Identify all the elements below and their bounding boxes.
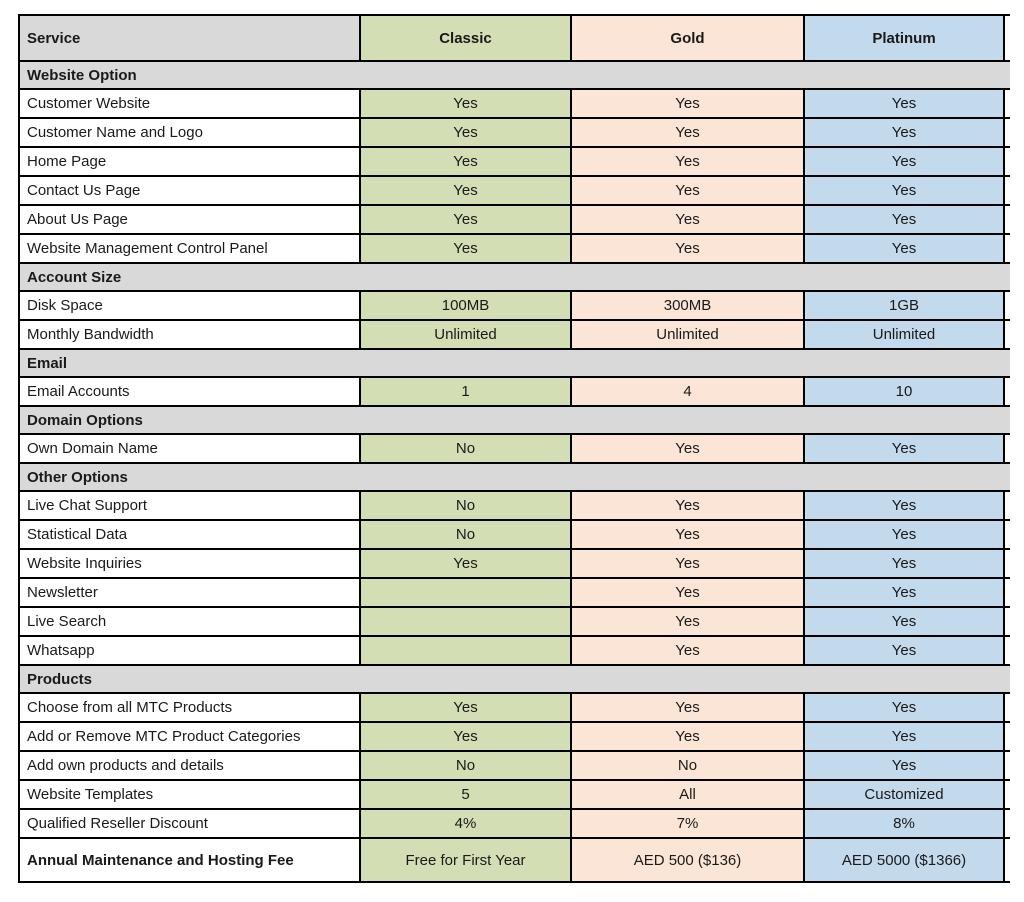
section-row	[18, 464, 1010, 492]
table-row	[18, 579, 1010, 608]
table-row	[18, 781, 1010, 810]
gold-value-cell: AED 500 ($136)	[570, 839, 803, 881]
classic-value-cell: 1	[359, 378, 570, 405]
gold-value-cell: Yes	[570, 235, 803, 262]
classic-value-cell: Yes	[359, 119, 570, 146]
classic-value-cell: Yes	[359, 177, 570, 204]
section-row	[18, 407, 1010, 435]
service-cell: Add own products and details	[20, 752, 359, 779]
platinum-value-cell: Yes	[803, 608, 1005, 635]
classic-value-cell: 100MB	[359, 292, 570, 319]
service-cell: Email Accounts	[20, 378, 359, 405]
table-row	[18, 839, 1010, 883]
gold-value-cell: No	[570, 752, 803, 779]
platinum-value-cell: Unlimited	[803, 321, 1005, 348]
platinum-value-cell: Yes	[803, 694, 1005, 721]
platinum-value-cell: Yes	[803, 119, 1005, 146]
platinum-value-cell: Customized	[803, 781, 1005, 808]
classic-value-cell: 5	[359, 781, 570, 808]
service-cell: Monthly Bandwidth	[20, 321, 359, 348]
platinum-value-cell: Yes	[803, 723, 1005, 750]
classic-value-cell: Unlimited	[359, 321, 570, 348]
gold-value-cell: Yes	[570, 90, 803, 117]
table-row	[18, 492, 1010, 521]
table-row	[18, 321, 1010, 350]
classic-value-cell: Yes	[359, 206, 570, 233]
service-cell: Newsletter	[20, 579, 359, 606]
classic-value-cell: Yes	[359, 694, 570, 721]
table-row	[18, 521, 1010, 550]
table-row	[18, 723, 1010, 752]
section-header-label: Website Option	[27, 66, 137, 84]
table-row	[18, 810, 1010, 839]
platinum-value-cell: Yes	[803, 550, 1005, 577]
table-header-row	[18, 14, 1010, 62]
table-row	[18, 148, 1010, 177]
gold-value-cell: Yes	[570, 206, 803, 233]
gold-value-cell: Yes	[570, 119, 803, 146]
platinum-value-cell: Yes	[803, 206, 1005, 233]
platinum-value-cell: Yes	[803, 90, 1005, 117]
section-row	[18, 264, 1010, 292]
gold-value-cell: 4	[570, 378, 803, 405]
classic-value-cell	[359, 637, 570, 664]
table-row	[18, 292, 1010, 321]
service-cell: Website Inquiries	[20, 550, 359, 577]
platinum-value-cell: Yes	[803, 492, 1005, 519]
classic-value-cell: Yes	[359, 550, 570, 577]
service-cell: Statistical Data	[20, 521, 359, 548]
classic-value-cell: No	[359, 752, 570, 779]
platinum-value-cell: AED 5000 ($1366)	[803, 839, 1005, 881]
classic-value-cell: No	[359, 521, 570, 548]
classic-value-cell: Yes	[359, 90, 570, 117]
gold-value-cell: All	[570, 781, 803, 808]
table-row	[18, 435, 1010, 464]
gold-value-cell: Yes	[570, 579, 803, 606]
section-header-label: Account Size	[27, 268, 122, 286]
platinum-value-cell: Yes	[803, 177, 1005, 204]
service-cell: Qualified Reseller Discount	[20, 810, 359, 837]
pricing-comparison-table	[18, 14, 1010, 883]
gold-value-cell: Yes	[570, 608, 803, 635]
column-header-gold: Gold	[570, 16, 803, 60]
table-row	[18, 694, 1010, 723]
service-cell: Contact Us Page	[20, 177, 359, 204]
section-header-label: Domain Options	[27, 411, 143, 429]
service-cell: Add or Remove MTC Product Categories	[20, 723, 359, 750]
service-cell: Customer Name and Logo	[20, 119, 359, 146]
section-row	[18, 62, 1010, 90]
classic-value-cell: Yes	[359, 723, 570, 750]
platinum-value-cell: 10	[803, 378, 1005, 405]
service-cell: Live Chat Support	[20, 492, 359, 519]
classic-value-cell	[359, 608, 570, 635]
platinum-value-cell: 8%	[803, 810, 1005, 837]
column-header-platinum: Platinum	[803, 16, 1005, 60]
service-cell: About Us Page	[20, 206, 359, 233]
table-row	[18, 752, 1010, 781]
gold-value-cell: 7%	[570, 810, 803, 837]
section-header-label: Email	[27, 354, 68, 372]
platinum-value-cell: 1GB	[803, 292, 1005, 319]
table-row	[18, 235, 1010, 264]
classic-value-cell: No	[359, 492, 570, 519]
platinum-value-cell: Yes	[803, 752, 1005, 779]
gold-value-cell: Yes	[570, 694, 803, 721]
gold-value-cell: 300MB	[570, 292, 803, 319]
classic-value-cell: Yes	[359, 235, 570, 262]
service-cell: Choose from all MTC Products	[20, 694, 359, 721]
gold-value-cell: Yes	[570, 637, 803, 664]
table-row	[18, 550, 1010, 579]
platinum-value-cell: Yes	[803, 148, 1005, 175]
service-cell: Customer Website	[20, 90, 359, 117]
service-cell: Annual Maintenance and Hosting Fee	[20, 839, 359, 881]
platinum-value-cell: Yes	[803, 521, 1005, 548]
classic-value-cell: No	[359, 435, 570, 462]
table-row	[18, 206, 1010, 235]
section-header-label: Other Options	[27, 468, 128, 486]
table-row	[18, 90, 1010, 119]
gold-value-cell: Yes	[570, 550, 803, 577]
gold-value-cell: Yes	[570, 723, 803, 750]
section-row	[18, 350, 1010, 378]
table-row	[18, 177, 1010, 206]
service-cell: Live Search	[20, 608, 359, 635]
classic-value-cell	[359, 579, 570, 606]
gold-value-cell: Yes	[570, 492, 803, 519]
section-row	[18, 666, 1010, 694]
platinum-value-cell: Yes	[803, 637, 1005, 664]
table-row	[18, 637, 1010, 666]
table-row	[18, 608, 1010, 637]
platinum-value-cell: Yes	[803, 235, 1005, 262]
column-header-service: Service	[20, 16, 359, 60]
classic-value-cell: Free for First Year	[359, 839, 570, 881]
gold-value-cell: Yes	[570, 435, 803, 462]
service-cell: Own Domain Name	[20, 435, 359, 462]
classic-value-cell: Yes	[359, 148, 570, 175]
column-header-classic: Classic	[359, 16, 570, 60]
service-cell: Whatsapp	[20, 637, 359, 664]
service-cell: Website Management Control Panel	[20, 235, 359, 262]
classic-value-cell: 4%	[359, 810, 570, 837]
service-cell: Website Templates	[20, 781, 359, 808]
table-row	[18, 378, 1010, 407]
gold-value-cell: Yes	[570, 521, 803, 548]
platinum-value-cell: Yes	[803, 435, 1005, 462]
gold-value-cell: Yes	[570, 148, 803, 175]
service-cell: Disk Space	[20, 292, 359, 319]
platinum-value-cell: Yes	[803, 579, 1005, 606]
service-cell: Home Page	[20, 148, 359, 175]
gold-value-cell: Unlimited	[570, 321, 803, 348]
gold-value-cell: Yes	[570, 177, 803, 204]
section-header-label: Products	[27, 670, 93, 688]
table-row	[18, 119, 1010, 148]
